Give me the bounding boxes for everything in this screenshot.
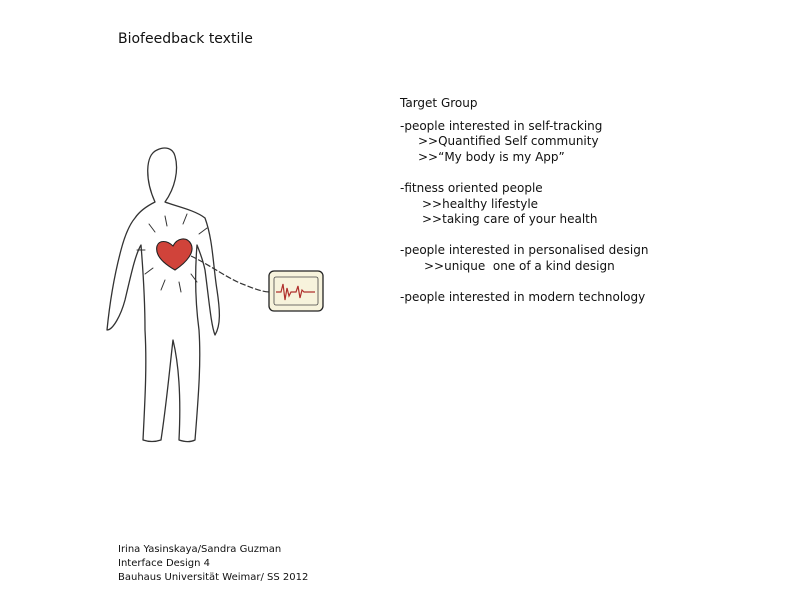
credits xyxy=(118,543,308,585)
group-subitem: >>Quantified Self community xyxy=(418,134,599,149)
body-outline xyxy=(107,148,219,442)
group-item: -people interested in modern technology xyxy=(400,290,646,305)
group-subitem: >>“My body is my App” xyxy=(418,149,565,164)
group-subitem: >>taking care of your health xyxy=(422,212,598,227)
group-spacer xyxy=(400,228,648,244)
target-group-section xyxy=(400,96,648,306)
target-group-heading: Target Group xyxy=(400,96,478,110)
group-subitem: >>unique one of a kind design xyxy=(424,258,615,273)
target-group-list xyxy=(400,119,648,306)
group-spacer xyxy=(400,165,648,181)
credits-course: Interface Design 4 xyxy=(118,558,211,569)
group-item: -fitness oriented people xyxy=(400,180,543,195)
credits-university: Bauhaus Universität Weimar/ SS 2012 xyxy=(118,572,309,583)
group-spacer xyxy=(400,275,648,291)
group-item: -people interested in personalised design xyxy=(400,243,649,258)
group-item: -people interested in self-tracking xyxy=(400,118,603,133)
body-illustration xyxy=(95,140,335,450)
page-title: Biofeedback textile xyxy=(118,31,253,47)
credits-authors: Irina Yasinskaya/Sandra Guzman xyxy=(118,544,282,555)
heart-icon xyxy=(157,239,192,270)
group-subitem: >>healthy lifestyle xyxy=(422,196,539,211)
